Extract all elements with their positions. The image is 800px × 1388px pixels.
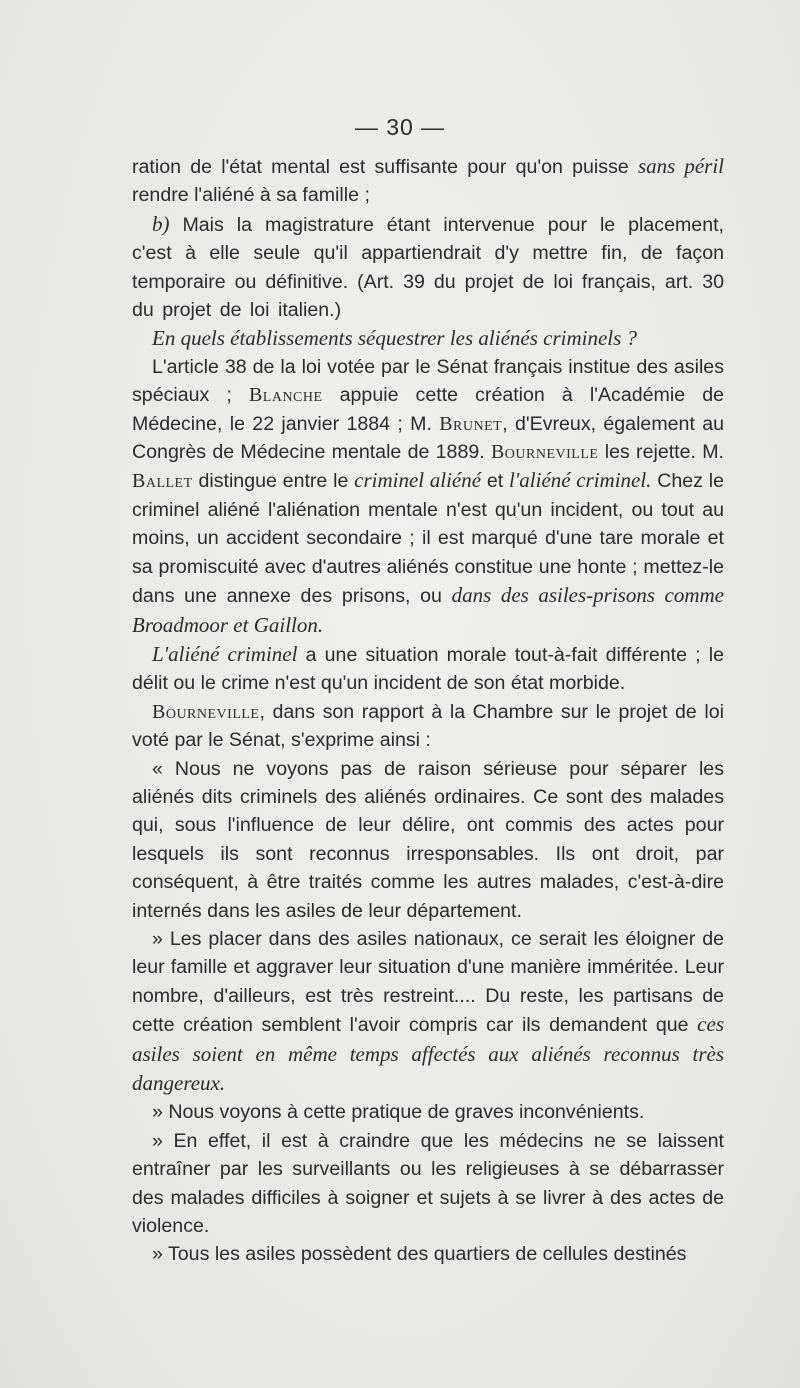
text-run: a une situation morale tout-à-fait différente ; le délit ou le crime n'est qu'un incident de son état morbide. xyxy=(132,643,724,695)
text-run: rendre l'aliéné à sa famille ; xyxy=(132,184,370,207)
italic-run: sans péril xyxy=(637,154,724,178)
italic-run: criminel aliéné xyxy=(354,468,482,493)
paragraph-8 xyxy=(132,925,724,1098)
text-run: les rejette. M. xyxy=(598,441,724,464)
italic-run: l'aliéné criminel. xyxy=(508,468,652,493)
paragraph-7: « Nous ne voyons pas de raison sérieuse pour séparer les aliénés dits criminels des aliénés ordinaires. Ce sont des malades qui, sous l'influence de leur délire, ont commis des actes pour lesquels ils sont reconnus irresponsables. Ils ont droit, par conséquent, à être traités comme les autres malades, c'est-à-dire internés dans les asiles de leur département. xyxy=(132,757,724,922)
paragraph-4 xyxy=(132,353,724,640)
list-marker: b) xyxy=(152,211,170,236)
text-run: Mais la magistrature étant intervenue pour le placement, c'est à elle seule qu'il appartiendrait d'y mettre fin, de façon temporaire ou définitive. (Art. 39 du projet de loi français, art. 30 du projet de loi italien.) xyxy=(132,213,724,322)
author-name: Blanche xyxy=(248,384,323,407)
author-name: Brunet xyxy=(439,412,503,435)
text-run: ration de l'état mental est suffisante pour qu'on puisse xyxy=(132,156,638,178)
text-run: distingue entre le xyxy=(192,470,355,493)
paragraph-9: » Nous voyons à cette pratique de graves inconvénients. xyxy=(152,1101,645,1124)
paragraph-11: » Tous les asiles possèdent des quartiers de cellules destinés xyxy=(152,1243,687,1266)
body-text xyxy=(132,152,724,1269)
text-run: Chez le criminel aliéné l'aliénation mentale n'est qu'un incident, ou tout au moins, un accident secondaire ; il est marqué d'une tare morale et sa promiscuité avec d'autres aliénés constitue une honte ; mettez-le dans une annexe des prisons, ou xyxy=(132,470,724,608)
section-question: En quels établissements séquestrer les aliénés criminels ? xyxy=(152,326,638,351)
text-run: , d'Evreux, également au Congrès de Médecine mentale de 1889. xyxy=(132,412,724,464)
author-name: Bourneville xyxy=(152,700,260,723)
author-name: Bourneville xyxy=(490,441,599,464)
text-run: » Les placer dans des asiles nationaux, ce serait les éloigner de leur famille et aggraver leur situation d'une manière imméritée. Leur nombre, d'ailleurs, est très restreint.... Du reste, les partisans de cette création semblent l'avoir compris car ils demandent que xyxy=(132,927,724,1037)
text-run: appuie cette création à l'Académie de Médecine, le 22 janvier 1884 ; M. xyxy=(132,384,724,435)
paragraph-1 xyxy=(132,152,724,210)
page-number: — 30 — xyxy=(354,114,446,140)
text-run: et xyxy=(481,470,509,493)
text-run: L'article 38 de la loi votée par le Sénat français institue des asiles spéciaux ; xyxy=(132,355,724,407)
paragraph-5 xyxy=(132,640,724,698)
author-name: Ballet xyxy=(132,470,193,493)
text-run: , dans son rapport à la Chambre sur le projet de loi voté par le Sénat, s'exprime ainsi : xyxy=(132,700,724,752)
paragraph-2 xyxy=(132,210,724,325)
italic-run: L'aliéné criminel xyxy=(152,641,298,666)
paragraph-10: » En effet, il est à craindre que les médecins ne se laissent entraîner par les surveillants ou les religieuses à se débarrasser des malades difficiles à soigner et sujets à se livrer à des actes de violence. xyxy=(132,1129,724,1238)
paragraph-6 xyxy=(132,698,724,755)
italic-run: dans des asiles-prisons comme Broadmoor et Gaillon. xyxy=(132,583,724,637)
italic-run: ces asiles soient en même temps affectés aux aliénés reconnus très dangereux. xyxy=(132,1012,724,1095)
